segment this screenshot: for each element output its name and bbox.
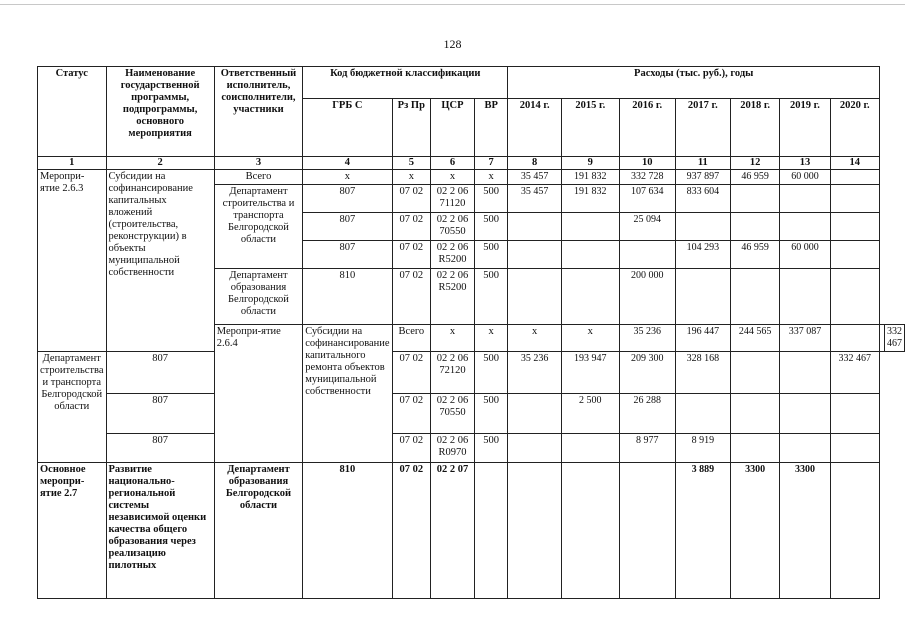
value-cell: 60 000: [780, 170, 830, 185]
value-cell: [780, 352, 830, 394]
name-cell: Субсидии на софинансирование капитальных вложений (строительства, реконструкции) в объекты муниципальной собственности: [106, 170, 214, 352]
column-number: 4: [303, 157, 392, 170]
csr-cell: 02 2 06 R5200: [431, 269, 475, 325]
vr-cell: [474, 463, 507, 599]
value-cell: 35 236: [619, 325, 675, 352]
csr-cell: х: [508, 325, 562, 352]
grbs-cell: х: [303, 170, 392, 185]
vr-cell: х: [561, 325, 619, 352]
column-number: 5: [392, 157, 430, 170]
value-cell: [780, 434, 830, 463]
header-year: 2017 г.: [675, 99, 730, 157]
value-cell: 3300: [780, 463, 830, 599]
value-cell: 35 457: [508, 170, 562, 185]
value-cell: [730, 434, 779, 463]
grbs-cell: 807: [303, 185, 392, 213]
value-cell: [508, 269, 562, 325]
value-cell: 2 500: [561, 394, 619, 434]
csr-cell: 02 2 06 70550: [431, 394, 475, 434]
value-cell: [780, 185, 830, 213]
value-cell: 3300: [730, 463, 779, 599]
value-cell: 833 604: [675, 185, 730, 213]
value-cell: 193 947: [561, 352, 619, 394]
csr-cell: 02 2 06 71120: [431, 185, 475, 213]
total-label: Всего: [214, 170, 302, 185]
csr-cell: 02 2 06 R0970: [431, 434, 475, 463]
column-number: 6: [431, 157, 475, 170]
value-cell: [830, 394, 879, 434]
vr-cell: 500: [474, 352, 507, 394]
rzpr-cell: 07 02: [392, 213, 430, 241]
value-cell: [561, 434, 619, 463]
status-cell: Меропри-ятие 2.6.3: [38, 170, 107, 352]
value-cell: 26 288: [619, 394, 675, 434]
vr-cell: 500: [474, 394, 507, 434]
value-cell: [675, 269, 730, 325]
header-budget-code: Код бюджетной классификации: [303, 67, 508, 99]
value-cell: 35 457: [508, 185, 562, 213]
value-cell: 191 832: [561, 170, 619, 185]
header-year: 2014 г.: [508, 99, 562, 157]
header-year: 2020 г.: [830, 99, 879, 157]
budget-table: [37, 66, 905, 599]
table-row: [38, 394, 905, 434]
column-number: 1: [38, 157, 107, 170]
value-cell: 200 000: [619, 269, 675, 325]
grbs-cell: 807: [303, 241, 392, 269]
value-cell: [619, 463, 675, 599]
value-cell: [675, 394, 730, 434]
value-cell: [508, 213, 562, 241]
value-cell: [780, 213, 830, 241]
value-cell: [830, 325, 879, 352]
value-cell: 60 000: [780, 241, 830, 269]
participant-cell: Департамент образования Белгородской области: [214, 463, 302, 599]
grbs-cell: 810: [303, 269, 392, 325]
value-cell: [830, 434, 879, 463]
column-number: 10: [619, 157, 675, 170]
grbs-cell: 807: [106, 352, 214, 394]
header-name: Наименование государственной программы, подпрограммы, основного мероприятия: [106, 67, 214, 157]
participant-cell: Департамент строительства и транспорта Белгородской области: [38, 352, 107, 463]
name-cell: Субсидии на софинансирование капитального ремонта объектов муниципальной собственности: [303, 325, 392, 463]
value-cell: [730, 213, 779, 241]
value-cell: [830, 213, 879, 241]
vr-cell: 500: [474, 213, 507, 241]
grbs-cell: х: [431, 325, 475, 352]
value-cell: 337 087: [780, 325, 830, 352]
value-cell: 332 467: [885, 325, 905, 352]
value-cell: 332 467: [830, 352, 879, 394]
header-year: 2016 г.: [619, 99, 675, 157]
table-row: [38, 463, 905, 599]
value-cell: 332 728: [619, 170, 675, 185]
value-cell: [508, 434, 562, 463]
value-cell: [561, 213, 619, 241]
value-cell: [508, 463, 562, 599]
value-cell: [730, 352, 779, 394]
value-cell: [830, 170, 879, 185]
status-cell: Меропри-ятие 2.6.4: [214, 325, 302, 463]
header-year: 2018 г.: [730, 99, 779, 157]
value-cell: 25 094: [619, 213, 675, 241]
rzpr-cell: 07 02: [392, 434, 430, 463]
participant-cell: Департамент образования Белгородской области: [214, 269, 302, 325]
header-csr: ЦСР: [431, 99, 475, 157]
csr-cell: х: [431, 170, 475, 185]
vr-cell: 500: [474, 185, 507, 213]
value-cell: [730, 394, 779, 434]
value-cell: 46 959: [730, 170, 779, 185]
vr-cell: 500: [474, 269, 507, 325]
vr-cell: 500: [474, 241, 507, 269]
value-cell: [830, 241, 879, 269]
rzpr-cell: х: [474, 325, 507, 352]
value-cell: [508, 394, 562, 434]
table-row: [38, 434, 905, 463]
column-number: 3: [214, 157, 302, 170]
rzpr-cell: 07 02: [392, 185, 430, 213]
value-cell: 937 897: [675, 170, 730, 185]
value-cell: [619, 241, 675, 269]
value-cell: 244 565: [730, 325, 779, 352]
header-vr: ВР: [474, 99, 507, 157]
value-cell: [508, 241, 562, 269]
rzpr-cell: 07 02: [392, 269, 430, 325]
value-cell: [830, 185, 879, 213]
value-cell: 104 293: [675, 241, 730, 269]
value-cell: 3 889: [675, 463, 730, 599]
value-cell: 46 959: [730, 241, 779, 269]
value-cell: 196 447: [675, 325, 730, 352]
column-number: 9: [561, 157, 619, 170]
status-cell: Основное меропри-ятие 2.7: [38, 463, 107, 599]
value-cell: [780, 269, 830, 325]
value-cell: [675, 213, 730, 241]
csr-cell: 02 2 07: [431, 463, 475, 599]
rzpr-cell: 07 02: [392, 241, 430, 269]
rzpr-cell: 07 02: [392, 463, 430, 599]
column-number: 11: [675, 157, 730, 170]
column-number: 8: [508, 157, 562, 170]
column-number: 7: [474, 157, 507, 170]
table-row: [38, 170, 905, 185]
header-row-1: [38, 67, 905, 99]
rzpr-cell: 07 02: [392, 394, 430, 434]
header-expenses: Расходы (тыс. руб.), годы: [508, 67, 880, 99]
value-cell: 107 634: [619, 185, 675, 213]
value-cell: 209 300: [619, 352, 675, 394]
value-cell: [730, 269, 779, 325]
total-label: Всего: [392, 325, 430, 352]
value-cell: 8 977: [619, 434, 675, 463]
header-status: Статус: [38, 67, 107, 157]
column-number-row: [38, 157, 905, 170]
csr-cell: 02 2 06 72120: [431, 352, 475, 394]
column-number: 2: [106, 157, 214, 170]
header-rzpr: Рз Пр: [392, 99, 430, 157]
header-year: 2015 г.: [561, 99, 619, 157]
header-grbs: ГРБ С: [303, 99, 392, 157]
value-cell: [561, 241, 619, 269]
vr-cell: х: [474, 170, 507, 185]
grbs-cell: 807: [303, 213, 392, 241]
value-cell: [730, 185, 779, 213]
value-cell: [561, 463, 619, 599]
name-cell: Развитие национально-региональной системы независимой оценки качества общего образования через реализацию пилотных: [106, 463, 214, 599]
csr-cell: 02 2 06 70550: [431, 213, 475, 241]
grbs-cell: 810: [303, 463, 392, 599]
participant-cell: Департамент строительства и транспорта Белгородской области: [214, 185, 302, 269]
column-number: 12: [730, 157, 779, 170]
grbs-cell: 807: [106, 394, 214, 434]
header-responsible: Ответственный исполнитель, соисполнители, участники: [214, 67, 302, 157]
value-cell: 35 236: [508, 352, 562, 394]
value-cell: [830, 269, 879, 325]
header-year: 2019 г.: [780, 99, 830, 157]
page-number: 128: [443, 37, 462, 51]
top-scan-line: [0, 4, 905, 5]
table-row: [38, 352, 905, 394]
column-number: 14: [830, 157, 879, 170]
column-number: 13: [780, 157, 830, 170]
value-cell: 328 168: [675, 352, 730, 394]
value-cell: [830, 463, 879, 599]
vr-cell: 500: [474, 434, 507, 463]
value-cell: 191 832: [561, 185, 619, 213]
rzpr-cell: х: [392, 170, 430, 185]
value-cell: [780, 394, 830, 434]
grbs-cell: 807: [106, 434, 214, 463]
value-cell: 8 919: [675, 434, 730, 463]
value-cell: [561, 269, 619, 325]
rzpr-cell: 07 02: [392, 352, 430, 394]
csr-cell: 02 2 06 R5200: [431, 241, 475, 269]
